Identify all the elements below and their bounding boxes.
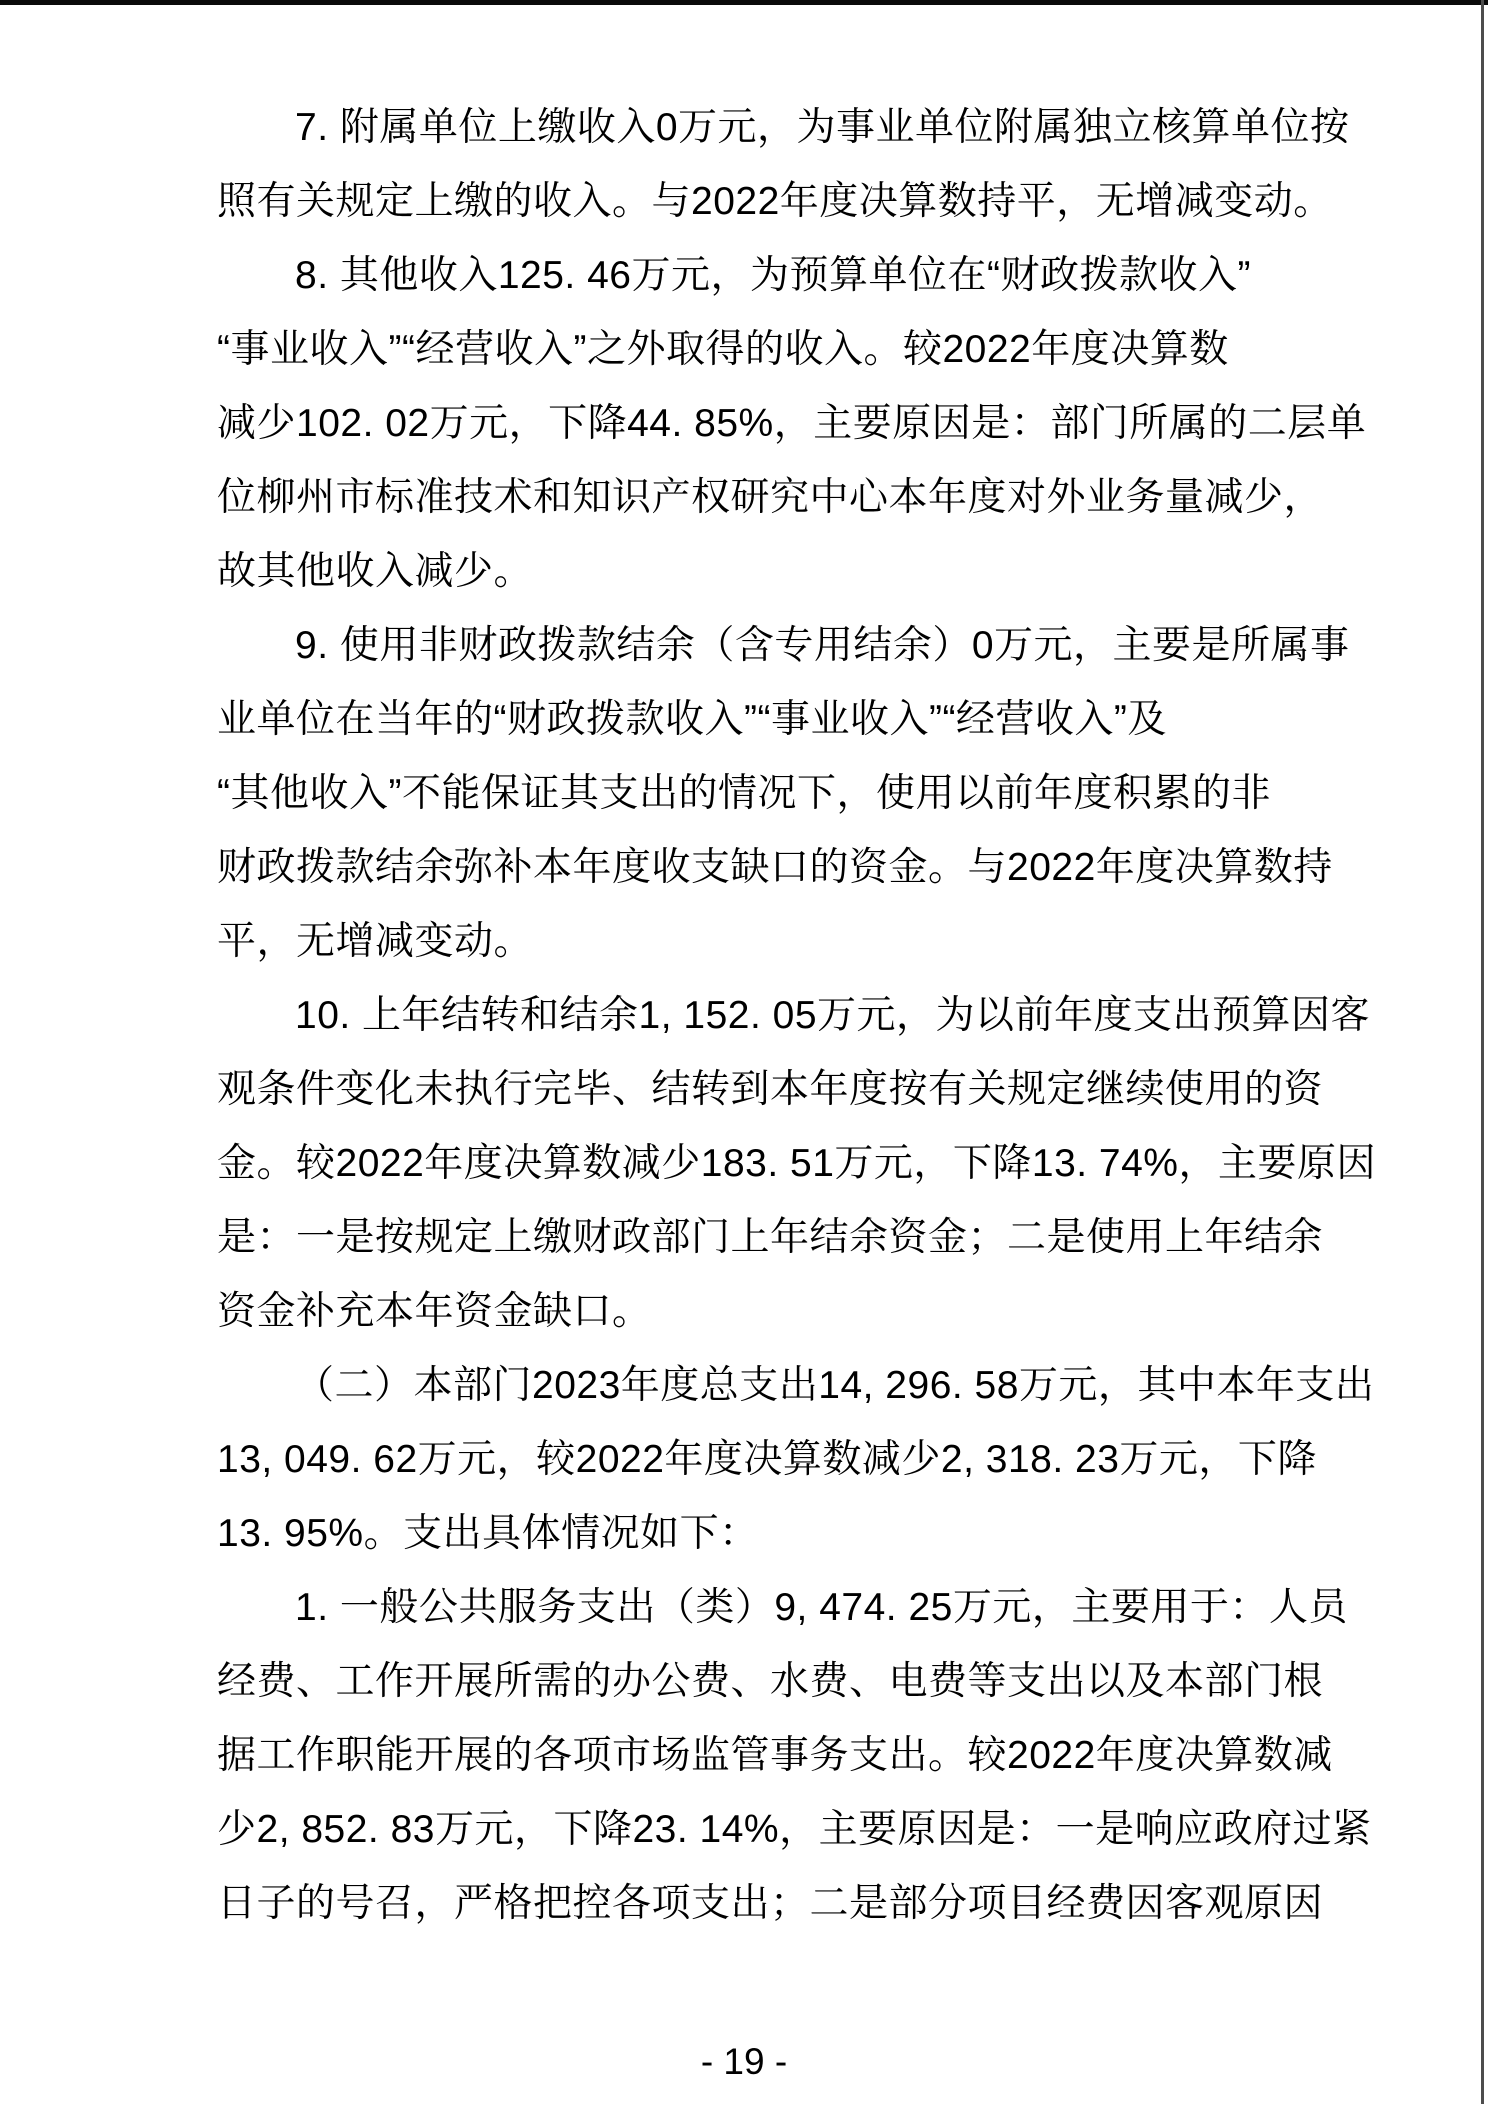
text-line: 金。较2022年度决算数减少183. 51万元，下降13. 74%，主要原因 xyxy=(217,1142,1376,1185)
text-line: 故其他收入减少。 xyxy=(217,550,534,593)
text-line: 经费、工作开展所需的办公费、水费、电费等支出以及本部门根 xyxy=(217,1660,1324,1703)
text-line: 10. 上年结转和结余1, 152. 05万元，为以前年度支出预算因客 xyxy=(295,994,1371,1037)
text-line: 据工作职能开展的各项市场监管事务支出。较2022年度决算数减 xyxy=(217,1734,1333,1777)
text-line: “事业收入”“经营收入”之外取得的收入。较2022年度决算数 xyxy=(217,328,1229,371)
text-line: 1. 一般公共服务支出（类）9, 474. 25万元，主要用于：人员 xyxy=(295,1586,1348,1629)
scan-top-edge-artifact xyxy=(0,0,1488,5)
text-line: 平，无增减变动。 xyxy=(217,920,534,963)
text-line: 13. 95%。支出具体情况如下： xyxy=(217,1512,759,1555)
text-line: 9. 使用非财政拨款结余（含专用结余）0万元，主要是所属事 xyxy=(295,624,1350,667)
text-line: 照有关规定上缴的收入。与2022年度决算数持平，无增减变动。 xyxy=(217,180,1333,223)
text-line: “其他收入”不能保证其支出的情况下，使用以前年度积累的非 xyxy=(217,772,1271,815)
text-line: 减少102. 02万元，下降44. 85%，主要原因是：部门所属的二层单 xyxy=(217,402,1367,445)
text-line: 13, 049. 62万元，较2022年度决算数减少2, 318. 23万元，下降 xyxy=(217,1438,1317,1481)
text-line: 少2, 852. 83万元，下降23. 14%，主要原因是：一是响应政府过紧 xyxy=(217,1808,1372,1851)
text-line: 资金补充本年资金缺口。 xyxy=(217,1290,652,1333)
text-line: 业单位在当年的“财政拨款收入”“事业收入”“经营收入”及 xyxy=(217,698,1167,741)
text-line: （二）本部门2023年度总支出14, 296. 58万元，其中本年支出 xyxy=(295,1364,1375,1407)
text-line: 是：一是按规定上缴财政部门上年结余资金；二是使用上年结余 xyxy=(217,1216,1324,1259)
text-line: 日子的号召，严格把控各项支出；二是部分项目经费因客观原因 xyxy=(217,1882,1324,1925)
scan-right-edge-artifact xyxy=(1481,0,1484,2104)
text-line: 7. 附属单位上缴收入0万元，为事业单位附属独立核算单位按 xyxy=(295,106,1350,149)
text-line: 财政拨款结余弥补本年度收支缺口的资金。与2022年度决算数持 xyxy=(217,846,1333,889)
text-line: 位柳州市标准技术和知识产权研究中心本年度对外业务量减少， xyxy=(217,476,1324,519)
text-line: 8. 其他收入125. 46万元，为预算单位在“财政拨款收入” xyxy=(295,254,1251,297)
page-number: - 19 - xyxy=(700,2041,788,2082)
text-line: 观条件变化未执行完毕、结转到本年度按有关规定继续使用的资 xyxy=(217,1068,1324,1111)
document-body xyxy=(217,91,1397,1941)
